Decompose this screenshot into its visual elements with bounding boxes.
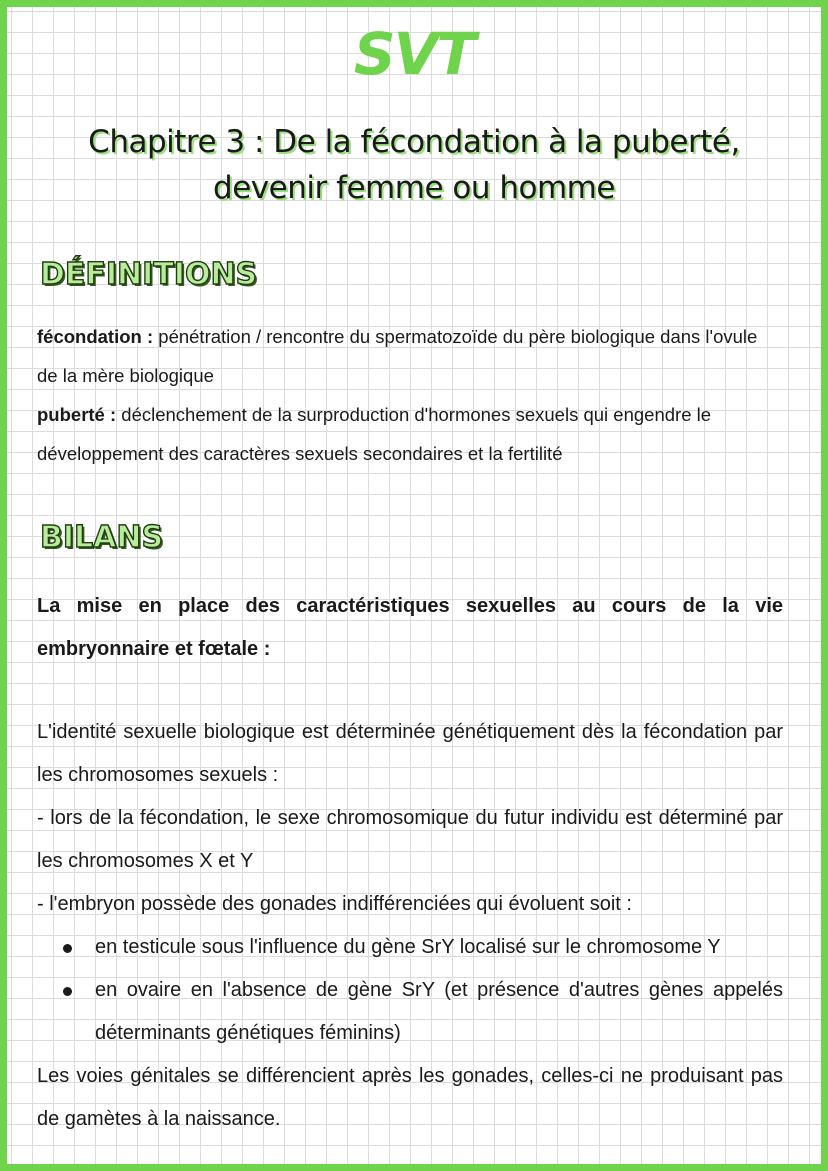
definitions-heading: DÉFINITIONS [40, 257, 258, 292]
bilans-heading: BILANS [40, 520, 164, 555]
definitions-list [37, 317, 783, 473]
bilans-body [37, 711, 783, 1141]
definition-item [37, 395, 783, 473]
list-item: en ovaire en l'absence de gène SrY (et présence d'autres gènes appelés déterminants génétiques féminins) [95, 969, 783, 1055]
gonad-bullet-list [37, 926, 783, 1055]
list-item: en testicule sous l'influence du gène SrY localisé sur le chromosome Y [95, 926, 783, 969]
definition-text: pénétration / rencontre du spermatozoïde du père biologique dans l'ovule de la mère biologique [37, 326, 758, 386]
intro-paragraph: L'identité sexuelle biologique est déterminée génétiquement dès la fécondation par les chromosomes sexuels : [37, 721, 783, 786]
point-fecondation: - lors de la fécondation, le sexe chromosomique du futur individu est déterminé par les chromosomes X et Y [37, 807, 783, 872]
bilans-subtitle: La mise en place des caractéristiques sexuelles au cours de la vie embryonnaire et fœtale : [37, 595, 783, 660]
chapter-title: Chapitre 3 : De la fécondation à la puberté, devenir femme ou homme [88, 124, 740, 206]
svt-logo: SVT [353, 20, 475, 88]
definition-term: puberté : [37, 404, 117, 425]
definition-term: fécondation : [37, 326, 154, 347]
definition-text: déclenchement de la surproduction d'hormones sexuels qui engendre le développement des caractères sexuels secondaires et la fertilité [37, 404, 712, 464]
definition-item [37, 317, 783, 395]
point-gonades: - l'embryon possède des gonades indifférenciées qui évoluent soit : [37, 893, 632, 915]
conclusion-paragraph: Les voies génitales se différencient après les gonades, celles-ci ne produisant pas de gamètes à la naissance. [37, 1065, 783, 1130]
